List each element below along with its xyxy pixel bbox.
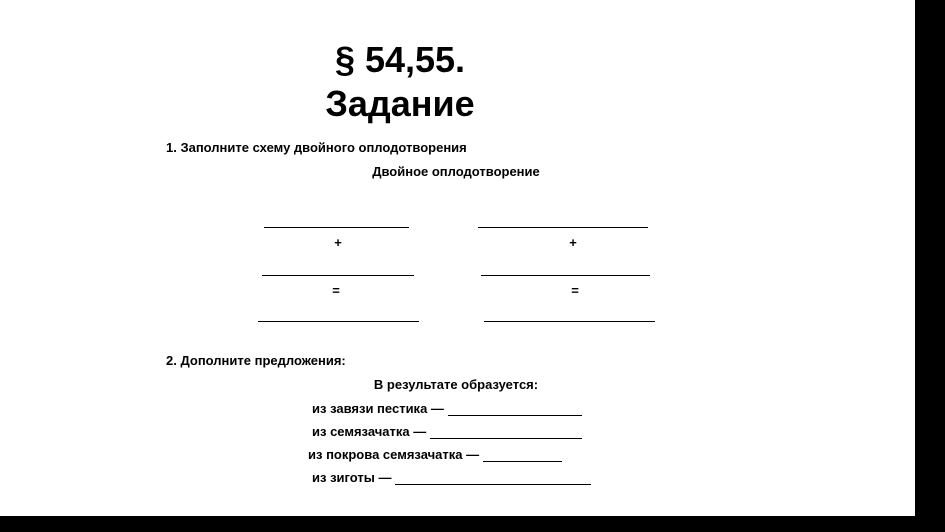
sentence-ovule — [312, 424, 582, 439]
scheme-right-equals: = — [571, 283, 579, 298]
scheme-left-blank-1[interactable] — [264, 227, 409, 228]
scheme-right-blank-2[interactable] — [481, 275, 650, 276]
sentence-integument-text: из покрова семязачатка — — [308, 447, 480, 462]
sentence-integument — [308, 447, 562, 462]
scheme-left-blank-2[interactable] — [262, 275, 414, 276]
task-1-heading: 1. Заполните схему двойного оплодотворения — [166, 140, 467, 155]
scheme-right-blank-1[interactable] — [478, 227, 648, 228]
scheme-right-result-blank[interactable] — [484, 321, 655, 322]
sentence-ovary-text: из завязи пестика — — [312, 401, 444, 416]
sentence-zygote-blank[interactable] — [395, 471, 591, 485]
scheme-left-result-blank[interactable] — [258, 321, 419, 322]
sentence-integument-blank[interactable] — [483, 448, 562, 462]
scheme-left-equals: = — [332, 283, 340, 298]
sentence-ovary-blank[interactable] — [448, 402, 582, 416]
sentence-ovule-blank[interactable] — [430, 425, 582, 439]
scheme-right-plus: + — [569, 235, 577, 250]
sentence-ovary — [312, 401, 582, 416]
sentence-zygote-text: из зиготы — — [312, 470, 392, 485]
section-number: § 54,55. — [334, 39, 466, 80]
scheme-title: Двойное оплодотворение — [372, 164, 540, 179]
sentence-ovule-text: из семязачатка — — [312, 424, 427, 439]
sentence-zygote — [312, 470, 591, 485]
task-2-intro: В результате образуется: — [373, 377, 539, 392]
task-2-heading: 2. Дополните предложения: — [166, 353, 346, 368]
scheme-left-plus: + — [334, 235, 342, 250]
page-title: Задание — [325, 83, 475, 124]
